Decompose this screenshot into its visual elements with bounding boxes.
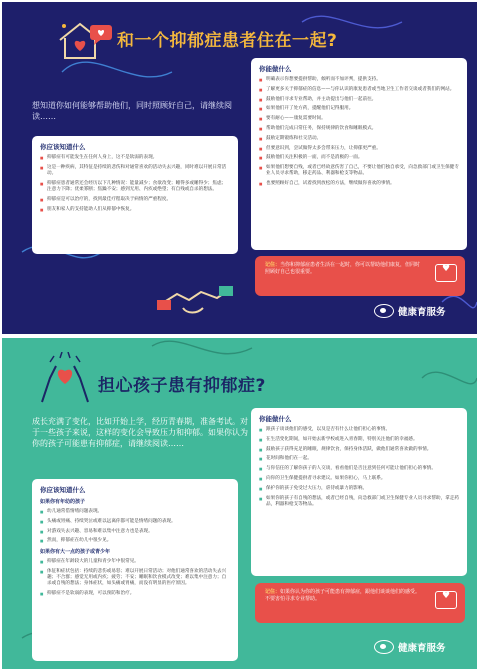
card-title: 你能做什么: [259, 65, 292, 73]
action-list: [259, 77, 459, 187]
intro-text: 想知道你如何能够帮助他们，同时照顾好自己，请继续阅读……: [32, 101, 232, 121]
brand-logo-icon: [374, 304, 394, 318]
card-title: 你应该知道什么: [40, 486, 86, 494]
page-title: 和一个抑郁症患者住在一起?: [117, 31, 338, 51]
list-item: ■ 也要照顾好自己，试着找到放松的方法，继续做你喜欢的事情。: [259, 181, 459, 187]
heart-message-icon: [89, 24, 113, 46]
list-item: ■ 鼓励孩子获得充足的睡眠，规律饮食，保持身体活跃，做他们通常喜欢做的事情。: [259, 447, 459, 453]
intro-text: 成长充满了变化，比如开始上学，经历青春期，准备考试。对于一些孩子来说，这样的变化会导致压力和抑郁。如果你认为你的孩子可能患有抑郁症，请继续阅读……: [32, 417, 248, 448]
brand-mark: [374, 640, 446, 654]
what-to-know-card: [32, 479, 238, 661]
brand-name: 健康育服务: [398, 643, 446, 654]
list-item: ■ 如果他们想要自残，或者已经故意伤害了自己，不要让他们独自承受，向急救部门或卫生保健专业人员寻求帮助，移走药品、利器和枪支等物品。: [259, 165, 459, 177]
list-item: ■ 对游戏失去兴趣、容易和难以集中注意力也是表现。: [40, 529, 230, 535]
list-item: ■ 花时间和他们在一起。: [259, 456, 459, 462]
list-item: ■ 向你的卫生保健提供者寻求建议。如果你担心，马上联系。: [259, 476, 459, 482]
list-item: ■ 帮助他们完成日常任务，保持规律的饮食和睡眠模式。: [259, 126, 459, 132]
list-item: ■ 幼儿通常借情绪问题表现。: [40, 509, 230, 515]
list-item: ■ 抑郁症在年龄较大的儿童和青少年中很常见。: [40, 559, 230, 565]
list-item: ■ 抑郁症不是软弱的表现，可以预防和治疗。: [40, 591, 230, 597]
reminder-text: 如果你认为你的孩子可能患有抑郁症，跟他们谈谈他们的感受。不要害怕寻求专业帮助。: [265, 589, 421, 602]
reminder-label: 记住：: [265, 262, 281, 268]
heart-message-icon: [435, 264, 457, 282]
young-children-list: [40, 509, 230, 545]
heart-message-icon: [435, 591, 457, 609]
list-item: ■ 鼓励定期锻炼和社交活动。: [259, 136, 459, 142]
brand-name: 健康育服务: [398, 307, 446, 318]
list-item: ■ 跟孩子谈谈他们的感受，以及是否有什么让他们担心的事情。: [259, 427, 459, 433]
list-item: ■ 这是一种疾病，其特征是持续的悲伤和对通常喜欢的活动失去兴趣，同时难以开展日常活动。: [40, 165, 230, 177]
page-title: 担心孩子患有抑郁症?: [98, 376, 266, 396]
list-item: ■ 鼓励他们关注积极的一面，而不是消极的一面。: [259, 155, 459, 161]
list-item: ■ 体征和症状包括：持续的悲伤或易怒；难以开展日常活动；对他们通常喜欢的活动失去兴趣；不合群；感觉无用或内疚；疲劳；不安；睡眠和饮食模式改变；难以集中注意力；自杀或自残的想法；身体症状，如头痛或胃痛，而没有明显的医疗原因。: [40, 569, 230, 588]
what-to-know-card: [32, 136, 238, 254]
holding-hands-icon: [157, 264, 233, 324]
reminder-text: 当你和抑郁症患者生活在一起时，你可以帮助他们康复，但同时照顾好自己也很重要。: [265, 262, 421, 275]
action-list: [259, 427, 459, 508]
what-you-can-do-card: [251, 408, 467, 576]
list-item: ■ 在生活变化期间，如开始去新学校或进入青春期，特别关注他们的幸福感。: [259, 437, 459, 443]
living-with-depression-panel: [2, 2, 477, 334]
older-children-list: [40, 559, 230, 597]
list-item: ■ 抑郁症是可以治疗的，找到最佳疗程取决于病情的严重程度。: [40, 197, 230, 203]
card-title: 你应该知道什么: [40, 143, 86, 151]
older-children-heading: 如果你有大一点的孩子或青少年: [40, 549, 111, 556]
hands-heart-icon: [36, 352, 94, 406]
list-item: ■ 朋友和家人的支持能助人们从抑郁中恢复。: [40, 207, 230, 213]
brand-logo-icon: [374, 640, 394, 654]
young-children-heading: 如果你有年幼的孩子: [40, 499, 86, 505]
what-you-can-do-card: [251, 58, 467, 250]
list-item: ■ 然而，抑郁症在幼儿中很少见。: [40, 538, 230, 544]
list-item: ■ 与你信任的了解你孩子的人交谈，看看他们是否注意到任何可能让他们担心的事情。: [259, 466, 459, 472]
list-item: ■ 了解更多关于抑郁症的信息——与你认识的康复患者或当地卫生工作者交谈或者我们的网站。: [259, 87, 459, 93]
list-item: ■ 鼓励他们寻求专业帮助，并主动提出与他们一起前往。: [259, 97, 459, 103]
reminder-label: 记住：: [265, 589, 281, 595]
list-item: ■ 抑郁症患者通常还会经历以下几种情况：能量减少；食欲改变；睡得多或睡得少；焦虑；注意力下降；优柔寡断；焦躁不安；感到无用、内疚或绝望；有自残或自杀的想法。: [40, 181, 230, 193]
list-item: ■ 但要意识到，尝试做得太多会带来压力，让抑郁更严重。: [259, 146, 459, 152]
list-item: ■ 要有耐心——康复需要时间。: [259, 116, 459, 122]
list-item: ■ 如果你的孩子有自残的想法，或者已经自残，向急救部门或卫生保健专业人员寻求帮助，拿走药品，利器和枪支等物品。: [259, 496, 459, 508]
brand-mark: [374, 304, 446, 318]
list-item: ■ 抑郁症有可能发生在任何人身上，这不是软弱的表现。: [40, 155, 230, 161]
child-depression-panel: [2, 338, 477, 669]
list-item: ■ 保护你的孩子免受过大压力，虐待或暴力的影响。: [259, 486, 459, 492]
fact-list: [40, 155, 230, 213]
list-item: ■ 头痛或胃痛、持续哭泣或难以远离你都可能是情绪问题的表现。: [40, 519, 230, 525]
list-item: ■ 如果他们开了处方药，提醒他们记得服用。: [259, 106, 459, 112]
card-title: 你能做什么: [259, 415, 292, 423]
reminder-note: [255, 583, 465, 623]
reminder-note: [255, 256, 465, 296]
list-item: ■ 明确表示你想要提供帮助，倾听而不加评判，提供支持。: [259, 77, 459, 83]
